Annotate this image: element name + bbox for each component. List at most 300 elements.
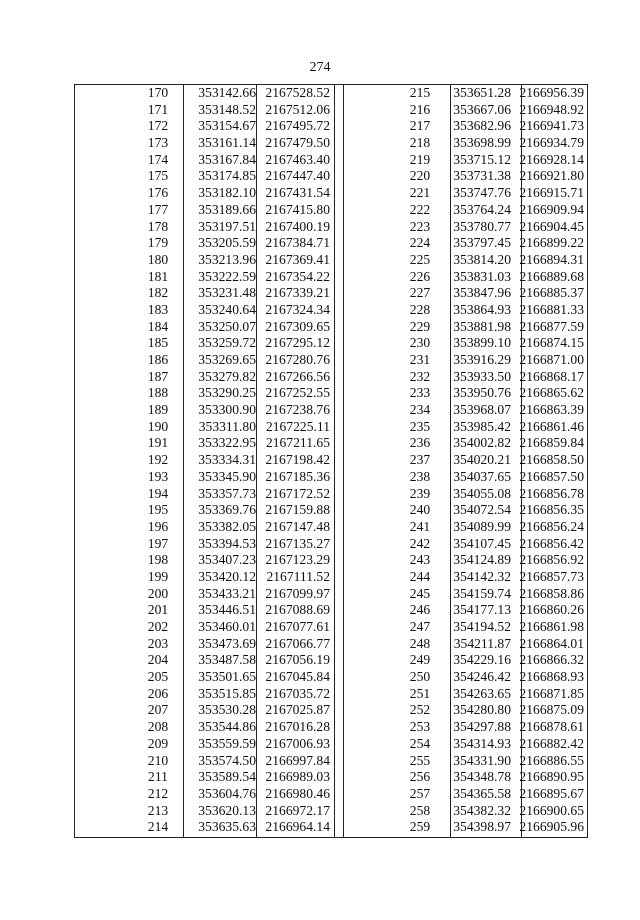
y-coordinate-cell: 2167447.40 [265, 168, 330, 184]
table-row [134, 536, 334, 553]
table-row [134, 469, 334, 486]
x-coordinate-cell: 354194.52 [453, 619, 511, 634]
table-row [402, 569, 587, 586]
table-row [402, 502, 587, 519]
y-coordinate-cell: 2166856.35 [519, 502, 584, 518]
y-coordinate-cell: 2166894.31 [519, 251, 584, 267]
y-coordinate-cell: 2167400.19 [265, 218, 330, 234]
y-coordinate-cell: 2166934.79 [519, 135, 584, 151]
point-number-cell: 219 [409, 151, 431, 167]
y-coordinate-cell: 2167266.56 [265, 368, 330, 384]
x-coordinate-cell: 353345.90 [198, 468, 256, 484]
point-number-cell: 251 [409, 685, 431, 701]
y-coordinate-cell: 2166881.33 [519, 301, 584, 317]
table-row [134, 619, 334, 636]
y-coordinate-cell: 2166856.78 [519, 485, 584, 501]
y-coordinate-cell: 2166858.86 [519, 585, 584, 601]
point-number-cell: 241 [409, 518, 431, 534]
point-number-cell: 217 [409, 118, 431, 134]
y-coordinate-cell: 2167528.52 [265, 85, 330, 100]
table-row [402, 435, 587, 452]
y-coordinate-cell: 2166877.59 [519, 318, 584, 334]
x-coordinate-cell: 353831.03 [453, 268, 511, 284]
y-coordinate-cell: 2166856.42 [519, 535, 584, 551]
table-row [134, 402, 334, 419]
table-row [134, 803, 334, 820]
table-row [134, 452, 334, 469]
x-coordinate-cell: 353382.05 [198, 518, 256, 534]
table-row [402, 335, 587, 352]
point-number-cell: 232 [409, 368, 431, 384]
table-row [134, 419, 334, 436]
point-number-cell: 221 [409, 185, 431, 201]
x-coordinate-cell: 354382.32 [453, 802, 511, 818]
table-row [402, 602, 587, 619]
point-number-cell: 234 [409, 402, 431, 418]
y-coordinate-cell: 2167066.77 [265, 635, 330, 651]
y-coordinate-cell: 2166964.14 [265, 819, 330, 835]
x-coordinate-cell: 353797.45 [453, 235, 511, 251]
point-number-cell: 173 [147, 135, 169, 151]
y-coordinate-cell: 2166868.93 [519, 669, 584, 685]
x-coordinate-cell: 353334.31 [198, 452, 256, 468]
point-number-cell: 243 [409, 552, 431, 568]
x-coordinate-cell: 353501.65 [198, 669, 256, 685]
x-coordinate-cell: 353847.96 [453, 285, 511, 301]
x-coordinate-cell: 353715.12 [453, 151, 511, 167]
x-coordinate-cell: 353446.51 [198, 602, 256, 618]
y-coordinate-cell: 2167077.61 [265, 619, 330, 634]
x-coordinate-cell: 353985.42 [453, 418, 511, 434]
x-coordinate-cell: 353747.76 [453, 185, 511, 201]
table-rule [587, 84, 588, 838]
x-coordinate-cell: 354107.45 [453, 535, 511, 551]
point-number-cell: 240 [409, 502, 431, 518]
point-number-cell: 218 [409, 135, 431, 151]
page-number: 274 [309, 60, 331, 75]
point-number-cell: 249 [409, 652, 431, 668]
x-coordinate-cell: 353197.51 [198, 218, 256, 234]
table-row [134, 285, 334, 302]
y-coordinate-cell: 2166956.39 [519, 85, 584, 100]
y-coordinate-cell: 2167309.65 [265, 318, 330, 334]
point-number-cell: 259 [409, 819, 431, 835]
point-number-cell: 198 [147, 552, 169, 568]
left-coordinate-table [134, 85, 334, 837]
point-number-cell: 245 [409, 585, 431, 601]
point-number-cell: 172 [147, 118, 169, 134]
point-number-cell: 206 [147, 685, 169, 701]
y-coordinate-cell: 2167211.65 [265, 435, 330, 451]
table-rule [74, 84, 75, 838]
point-number-cell: 230 [409, 335, 431, 351]
x-coordinate-cell: 353899.10 [453, 335, 511, 351]
x-coordinate-cell: 353530.28 [198, 702, 256, 718]
x-coordinate-cell: 353231.48 [198, 285, 256, 301]
y-coordinate-cell: 2166980.46 [265, 785, 330, 801]
x-coordinate-cell: 353300.90 [198, 402, 256, 418]
y-coordinate-cell: 2167431.54 [265, 185, 330, 201]
y-coordinate-cell: 2166864.01 [519, 635, 584, 651]
table-row [134, 552, 334, 569]
x-coordinate-cell: 354297.88 [453, 719, 511, 735]
point-number-cell: 204 [147, 652, 169, 668]
point-number-cell: 250 [409, 669, 431, 685]
point-number-cell: 209 [147, 735, 169, 751]
x-coordinate-cell: 353189.66 [198, 201, 256, 217]
table-row [134, 319, 334, 336]
point-number-cell: 237 [409, 452, 431, 468]
y-coordinate-cell: 2167415.80 [265, 201, 330, 217]
x-coordinate-cell: 353589.54 [198, 769, 256, 785]
table-row [134, 102, 334, 119]
x-coordinate-cell: 353433.21 [198, 585, 256, 601]
x-coordinate-cell: 353240.64 [198, 301, 256, 317]
x-coordinate-cell: 353515.85 [198, 685, 256, 701]
x-coordinate-cell: 353933.50 [453, 368, 511, 384]
table-row [402, 168, 587, 185]
x-coordinate-cell: 353604.76 [198, 785, 256, 801]
y-coordinate-cell: 2166928.14 [519, 151, 584, 167]
x-coordinate-cell: 353635.63 [198, 819, 256, 835]
table-row [134, 736, 334, 753]
y-coordinate-cell: 2166882.42 [519, 735, 584, 751]
x-coordinate-cell: 353357.73 [198, 485, 256, 501]
y-coordinate-cell: 2167495.72 [265, 118, 330, 134]
table-row [134, 586, 334, 603]
x-coordinate-cell: 354229.16 [453, 652, 511, 668]
table-row [134, 569, 334, 586]
y-coordinate-cell: 2166972.17 [265, 802, 330, 818]
y-coordinate-cell: 2167111.52 [266, 568, 330, 584]
point-number-cell: 171 [147, 101, 169, 117]
point-number-cell: 225 [409, 251, 431, 267]
y-coordinate-cell: 2167123.29 [265, 552, 330, 568]
table-row [134, 435, 334, 452]
x-coordinate-cell: 353864.93 [453, 301, 511, 317]
y-coordinate-cell: 2167035.72 [265, 685, 330, 701]
point-number-cell: 222 [409, 201, 431, 217]
point-number-cell: 187 [147, 368, 169, 384]
table-row [134, 702, 334, 719]
y-coordinate-cell: 2167056.19 [265, 652, 330, 668]
table-row [134, 652, 334, 669]
table-row [134, 502, 334, 519]
point-number-cell: 200 [147, 585, 169, 601]
table-row [402, 85, 587, 102]
point-number-cell: 190 [147, 418, 169, 434]
point-number-cell: 214 [147, 819, 169, 835]
table-row [134, 719, 334, 736]
point-number-cell: 196 [147, 518, 169, 534]
x-coordinate-cell: 354142.32 [453, 568, 511, 584]
table-row [134, 602, 334, 619]
x-coordinate-cell: 353667.06 [453, 101, 511, 117]
table-row [402, 769, 587, 786]
x-coordinate-cell: 354211.87 [453, 635, 511, 651]
x-coordinate-cell: 353574.50 [198, 752, 256, 768]
y-coordinate-cell: 2166904.45 [519, 218, 584, 234]
table-row [134, 335, 334, 352]
table-row [134, 202, 334, 219]
point-number-cell: 246 [409, 602, 431, 618]
x-coordinate-cell: 353814.20 [453, 251, 511, 267]
y-coordinate-cell: 2167295.12 [265, 335, 330, 351]
y-coordinate-cell: 2167463.40 [265, 151, 330, 167]
y-coordinate-cell: 2167354.22 [265, 268, 330, 284]
x-coordinate-cell: 354263.65 [453, 685, 511, 701]
point-number-cell: 256 [409, 769, 431, 785]
table-row [402, 419, 587, 436]
table-row [402, 118, 587, 135]
table-row [402, 135, 587, 152]
right-coordinate-table [402, 85, 587, 837]
table-row [134, 252, 334, 269]
point-number-cell: 244 [409, 568, 431, 584]
y-coordinate-cell: 2166857.50 [519, 468, 584, 484]
y-coordinate-cell: 2167159.88 [265, 502, 330, 518]
y-coordinate-cell: 2166860.26 [519, 602, 584, 618]
point-number-cell: 205 [147, 669, 169, 685]
table-row [402, 652, 587, 669]
table-row [402, 702, 587, 719]
table-row [134, 219, 334, 236]
point-number-cell: 197 [147, 535, 169, 551]
y-coordinate-cell: 2167099.97 [265, 585, 330, 601]
point-number-cell: 182 [147, 285, 169, 301]
y-coordinate-cell: 2166905.96 [519, 819, 584, 835]
y-coordinate-cell: 2167252.55 [265, 385, 330, 401]
point-number-cell: 185 [147, 335, 169, 351]
table-row [134, 152, 334, 169]
y-coordinate-cell: 2167045.84 [265, 669, 330, 685]
x-coordinate-cell: 353394.53 [198, 535, 256, 551]
point-number-cell: 203 [147, 635, 169, 651]
y-coordinate-cell: 2166889.68 [519, 268, 584, 284]
table-row [134, 118, 334, 135]
y-coordinate-cell: 2166890.95 [519, 769, 584, 785]
x-coordinate-cell: 353311.80 [198, 418, 256, 434]
y-coordinate-cell: 2166900.65 [519, 802, 584, 818]
y-coordinate-cell: 2167384.71 [265, 235, 330, 251]
table-row [402, 719, 587, 736]
x-coordinate-cell: 353161.14 [198, 135, 256, 151]
y-coordinate-cell: 2166863.39 [519, 402, 584, 418]
point-number-cell: 189 [147, 402, 169, 418]
y-coordinate-cell: 2167238.76 [265, 402, 330, 418]
table-row [134, 636, 334, 653]
point-number-cell: 186 [147, 352, 169, 367]
x-coordinate-cell: 353154.67 [198, 118, 256, 134]
x-coordinate-cell: 353460.01 [198, 619, 256, 634]
table-row [402, 786, 587, 803]
y-coordinate-cell: 2166871.85 [519, 685, 584, 701]
table-row [134, 352, 334, 369]
y-coordinate-cell: 2166941.73 [519, 118, 584, 134]
x-coordinate-cell: 353651.28 [453, 85, 511, 100]
x-coordinate-cell: 353142.66 [198, 85, 256, 100]
x-coordinate-cell: 353174.85 [198, 168, 256, 184]
point-number-cell: 227 [409, 285, 431, 301]
y-coordinate-cell: 2166874.15 [519, 335, 584, 351]
table-rule [343, 84, 344, 838]
table-rule [334, 84, 335, 838]
x-coordinate-cell: 353698.99 [453, 135, 511, 151]
point-number-cell: 180 [147, 251, 169, 267]
point-number-cell: 247 [409, 619, 431, 634]
y-coordinate-cell: 2166997.84 [265, 752, 330, 768]
x-coordinate-cell: 354331.90 [453, 752, 511, 768]
point-number-cell: 229 [409, 318, 431, 334]
x-coordinate-cell: 353182.10 [198, 185, 256, 201]
table-row [402, 803, 587, 820]
x-coordinate-cell: 353222.59 [198, 268, 256, 284]
table-row [134, 185, 334, 202]
table-row [134, 135, 334, 152]
y-coordinate-cell: 2166909.94 [519, 201, 584, 217]
point-number-cell: 235 [409, 418, 431, 434]
x-coordinate-cell: 354020.21 [453, 452, 511, 468]
point-number-cell: 193 [147, 468, 169, 484]
y-coordinate-cell: 2167512.06 [265, 101, 330, 117]
table-row [402, 736, 587, 753]
point-number-cell: 223 [409, 218, 431, 234]
point-number-cell: 199 [147, 568, 169, 584]
x-coordinate-cell: 354365.58 [453, 785, 511, 801]
point-number-cell: 176 [147, 185, 169, 201]
x-coordinate-cell: 354280.80 [453, 702, 511, 718]
y-coordinate-cell: 2167339.21 [265, 285, 330, 301]
x-coordinate-cell: 354055.08 [453, 485, 511, 501]
y-coordinate-cell: 2167324.34 [265, 301, 330, 317]
x-coordinate-cell: 353731.38 [453, 168, 511, 184]
y-coordinate-cell: 2167479.50 [265, 135, 330, 151]
y-coordinate-cell: 2167006.93 [265, 735, 330, 751]
table-row [134, 786, 334, 803]
y-coordinate-cell: 2166886.55 [519, 752, 584, 768]
y-coordinate-cell: 2166861.46 [519, 418, 584, 434]
y-coordinate-cell: 2166915.71 [519, 185, 584, 201]
table-row [134, 385, 334, 402]
table-row [402, 686, 587, 703]
table-row [402, 536, 587, 553]
x-coordinate-cell: 353205.59 [198, 235, 256, 251]
x-coordinate-cell: 354089.99 [453, 518, 511, 534]
point-number-cell: 177 [147, 201, 169, 217]
x-coordinate-cell: 353780.77 [453, 218, 511, 234]
x-coordinate-cell: 353259.72 [198, 335, 256, 351]
table-row [402, 185, 587, 202]
x-coordinate-cell: 353473.69 [198, 635, 256, 651]
table-row [402, 285, 587, 302]
point-number-cell: 255 [409, 752, 431, 768]
point-number-cell: 216 [409, 101, 431, 117]
table-row [134, 519, 334, 536]
x-coordinate-cell: 353968.07 [453, 402, 511, 418]
point-number-cell: 195 [147, 502, 169, 518]
x-coordinate-cell: 353290.25 [198, 385, 256, 401]
point-number-cell: 211 [148, 769, 168, 785]
y-coordinate-cell: 2167016.28 [265, 719, 330, 735]
x-coordinate-cell: 353544.86 [198, 719, 256, 735]
x-coordinate-cell: 353950.76 [453, 385, 511, 401]
y-coordinate-cell: 2167225.11 [265, 418, 330, 434]
point-number-cell: 228 [409, 301, 431, 317]
table-row [402, 235, 587, 252]
x-coordinate-cell: 353916.29 [453, 352, 511, 367]
table-row [402, 519, 587, 536]
table-row [402, 669, 587, 686]
point-number-cell: 258 [409, 802, 431, 818]
x-coordinate-cell: 353213.96 [198, 251, 256, 267]
y-coordinate-cell: 2166948.92 [519, 101, 584, 117]
point-number-cell: 226 [409, 268, 431, 284]
table-row [402, 302, 587, 319]
x-coordinate-cell: 353881.98 [453, 318, 511, 334]
point-number-cell: 242 [409, 535, 431, 551]
point-number-cell: 192 [147, 452, 169, 468]
x-coordinate-cell: 353487.58 [198, 652, 256, 668]
y-coordinate-cell: 2166895.67 [519, 785, 584, 801]
table-row [134, 168, 334, 185]
x-coordinate-cell: 354159.74 [453, 585, 511, 601]
y-coordinate-cell: 2166868.17 [519, 368, 584, 384]
x-coordinate-cell: 353269.65 [198, 352, 256, 367]
point-number-cell: 248 [409, 635, 431, 651]
table-row [402, 586, 587, 603]
x-coordinate-cell: 354177.13 [453, 602, 511, 618]
point-number-cell: 188 [147, 385, 169, 401]
table-row [402, 152, 587, 169]
x-coordinate-cell: 353682.96 [453, 118, 511, 134]
table-row [402, 402, 587, 419]
table-row [402, 452, 587, 469]
y-coordinate-cell: 2166875.09 [519, 702, 584, 718]
point-number-cell: 212 [147, 785, 169, 801]
point-number-cell: 208 [147, 719, 169, 735]
y-coordinate-cell: 2166885.37 [519, 285, 584, 301]
y-coordinate-cell: 2166856.24 [519, 518, 584, 534]
table-row [402, 753, 587, 770]
table-row [402, 619, 587, 636]
x-coordinate-cell: 354124.89 [453, 552, 511, 568]
y-coordinate-cell: 2166866.32 [519, 652, 584, 668]
point-number-cell: 252 [409, 702, 431, 718]
x-coordinate-cell: 354037.65 [453, 468, 511, 484]
table-row [134, 269, 334, 286]
point-number-cell: 181 [147, 268, 169, 284]
y-coordinate-cell: 2167088.69 [265, 602, 330, 618]
table-row [134, 302, 334, 319]
y-coordinate-cell: 2167172.52 [265, 485, 330, 501]
point-number-cell: 238 [409, 468, 431, 484]
y-coordinate-cell: 2166921.80 [519, 168, 584, 184]
point-number-cell: 179 [147, 235, 169, 251]
x-coordinate-cell: 353559.59 [198, 735, 256, 751]
y-coordinate-cell: 2166857.73 [519, 568, 584, 584]
y-coordinate-cell: 2166989.03 [265, 769, 330, 785]
table-row [402, 819, 587, 836]
y-coordinate-cell: 2167185.36 [265, 468, 330, 484]
table-row [402, 486, 587, 503]
table-row [402, 552, 587, 569]
point-number-cell: 253 [409, 719, 431, 735]
point-number-cell: 215 [409, 85, 431, 100]
y-coordinate-cell: 2166871.00 [519, 352, 584, 367]
point-number-cell: 201 [147, 602, 169, 618]
point-number-cell: 236 [409, 435, 431, 451]
x-coordinate-cell: 354246.42 [453, 669, 511, 685]
